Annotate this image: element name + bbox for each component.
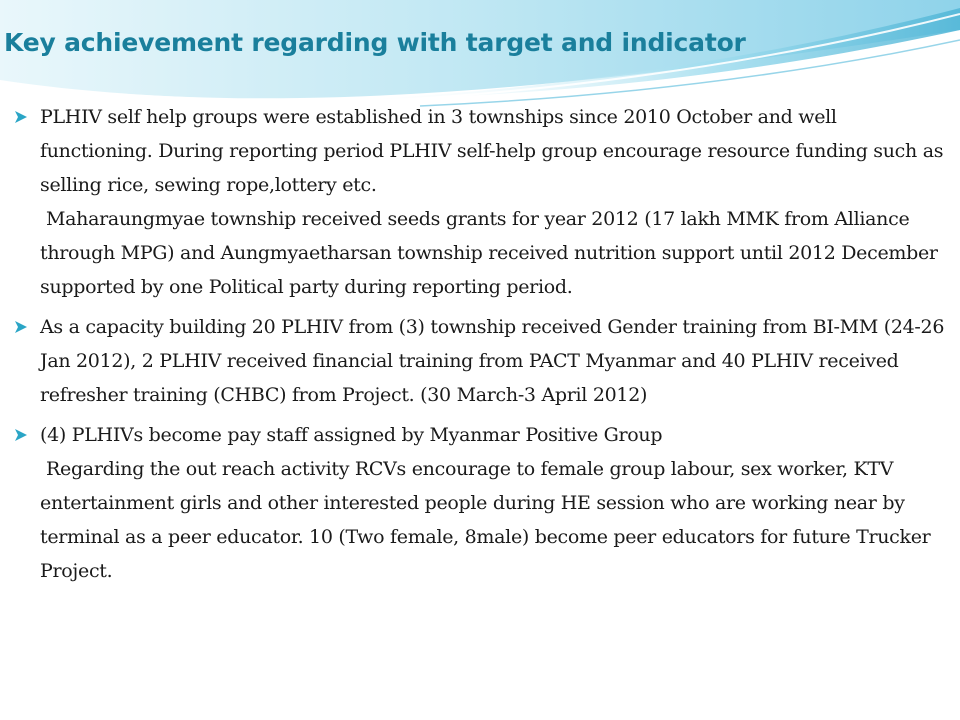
bullet-item xyxy=(14,310,946,412)
bullet-follow-paragraph: Maharaungmyae township received seeds grants for year 2012 (17 lakh MMK from Alliance through MPG) and Aungmyaetharsan township received nutrition support until 2012 December supported by one Political party during reporting period. xyxy=(40,208,938,298)
arrow-triangle-icon xyxy=(14,428,28,442)
slide-title: Key achievement regarding with target and indicator xyxy=(4,28,746,57)
arrow-triangle-icon xyxy=(14,320,28,334)
bullet-text: (4) PLHIVs become pay staff assigned by Myanmar Positive Group xyxy=(40,424,663,446)
bullet-item xyxy=(14,418,946,452)
arrow-triangle-icon xyxy=(14,110,28,124)
bullet-text: PLHIV self help groups were established in 3 townships since 2010 October and well functioning. During reporting period PLHIV self-help group encourage resource funding such as selling rice, sewing rope,lottery etc. xyxy=(40,106,944,196)
bullet-follow-paragraph: Regarding the out reach activity RCVs encourage to female group labour, sex worker, KTV entertainment girls and other interested people during HE session who are working near by terminal as a peer educator. 10 (Two female, 8male) become peer educators for future Trucker Project. xyxy=(40,458,931,582)
bullet-item xyxy=(14,100,946,202)
bullet-text: As a capacity building 20 PLHIV from (3) township received Gender training from BI-MM (24-26 Jan 2012), 2 PLHIV received financial training from PACT Myanmar and 40 PLHIV received refresher training (CHBC) from Project. (30 March-3 April 2012) xyxy=(40,316,945,406)
content-body xyxy=(14,100,946,588)
